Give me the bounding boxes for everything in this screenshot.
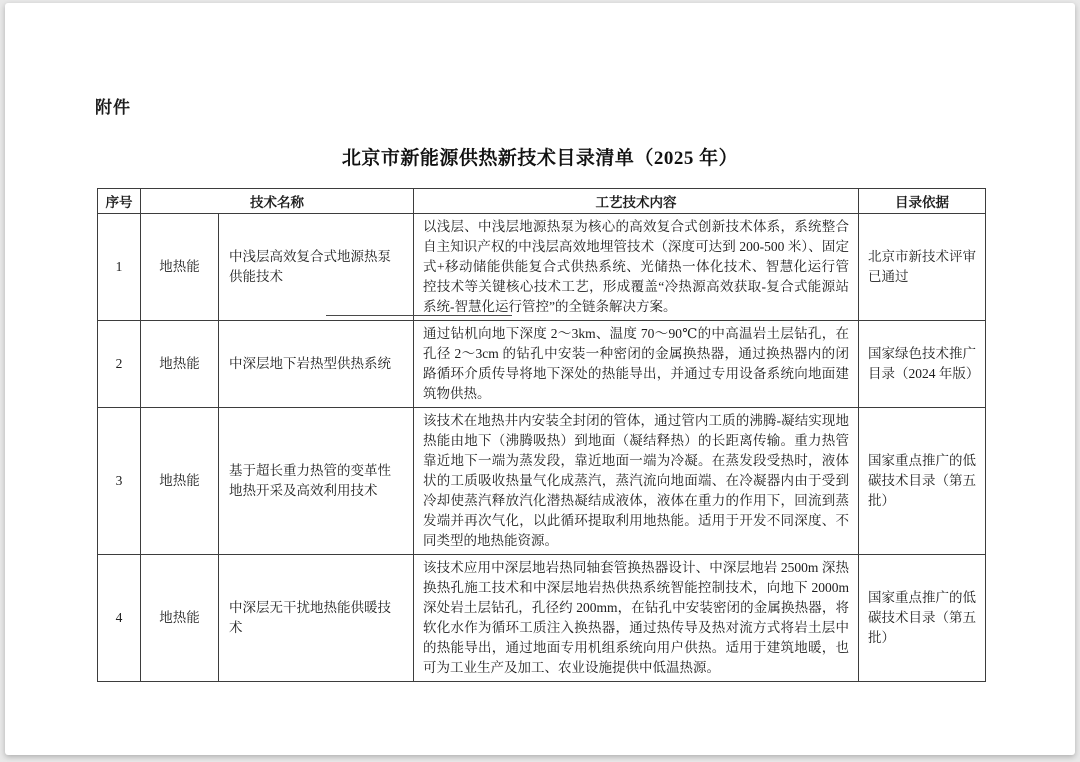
tech-content-cell: 该技术在地热井内安装全封闭的管体，通过管内工质的沸腾-凝结实现地热能由地下（沸腾吸热）到地面（凝结释热）的长距离传输。重力热管靠近地下一端为蒸发段，靠近地面一端为冷凝。在蒸发段受热时，液体状的工质吸收热量气化成蒸汽，蒸汽流向地面端、在冷凝器内由于受到冷却使蒸汽释放汽化潜热凝结成液体，液体在重力的作用下，回流到蒸发端并再次气化，以此循环提取利用地热能。适用于开发不同深度、不同类型的地热能资源。 [414,408,859,555]
basis-cell: 国家绿色技术推广目录（2024 年版） [859,321,986,408]
technology-table [97,188,986,682]
table-row [98,555,986,682]
category-cell: 地热能 [141,321,219,408]
column-header-content: 工艺技术内容 [414,189,859,214]
row-number: 3 [98,408,141,555]
underline-artifact [326,315,512,316]
document-page [5,3,1075,755]
tech-content-cell [414,214,859,321]
table-header-row [98,189,986,214]
tech-content-cell: 通过钻机向地下深度 2～3km、温度 70～90℃的中高温岩土层钻孔，在孔径 2～3cm 的钻孔中安装一种密闭的金属换热器，通过换热器内的闭路循环介质传导将地下深处的热能导出，并通过专用设备系统向地面建筑物供热。 [414,321,859,408]
tech-content-cell: 该技术应用中深层地岩热同轴套管换热器设计、中深层地岩 2500m 深热换热孔施工技术和中深层地岩热供热系统智能控制技术，向地下 2000m 深处岩土层钻孔，孔径约 200mm，在钻孔中安装密闭的金属换热器，将软化水作为循环工质注入换热器，通过热传导及热对流方式将岩土层中的热能导出，通过地面专用机组系统向用户供热。适用于建筑地暖，也可为工业生产及加工、农业设施提供中低温热源。 [414,555,859,682]
basis-cell: 北京市新技术评审已通过 [859,214,986,321]
page-title: 北京市新能源供热新技术目录清单（2025 年） [341,148,739,169]
column-header-name: 技术名称 [141,189,414,214]
tech-content-text: 以浅层、中浅层地源热泵为核心的高效复合式创新技术体系，系统整合自主知识产权的中浅层高效地埋管技术（深度可达到 200-500 米）、固定式+移动储能供能复合式供热系统、光储热一体化技术、智慧化运行管控技术等关键核心技术工艺，形成覆盖“冷热源高效获取-复合式能源站系统-智慧化运行管控”的全链条解决方案。 [423,219,849,314]
basis-cell: 国家重点推广的低碳技术目录（第五批） [859,555,986,682]
column-header-no: 序号 [98,189,141,214]
tech-name-cell: 中浅层高效复合式地源热泵供能技术 [219,214,414,321]
category-cell: 地热能 [141,214,219,321]
category-cell: 地热能 [141,555,219,682]
row-number: 1 [98,214,141,321]
column-header-basis: 目录依据 [859,189,986,214]
table-row [98,214,986,321]
category-cell: 地热能 [141,408,219,555]
tech-name-cell: 中深层地下岩热型供热系统 [219,321,414,408]
tech-name-cell: 中深层无干扰地热能供暖技术 [219,555,414,682]
basis-cell: 国家重点推广的低碳技术目录（第五批） [859,408,986,555]
tech-name-cell: 基于超长重力热管的变革性地热开采及高效利用技术 [219,408,414,555]
table-row [98,321,986,408]
table-row [98,408,986,555]
row-number: 2 [98,321,141,408]
attachment-label: 附件 [95,98,131,117]
row-number: 4 [98,555,141,682]
